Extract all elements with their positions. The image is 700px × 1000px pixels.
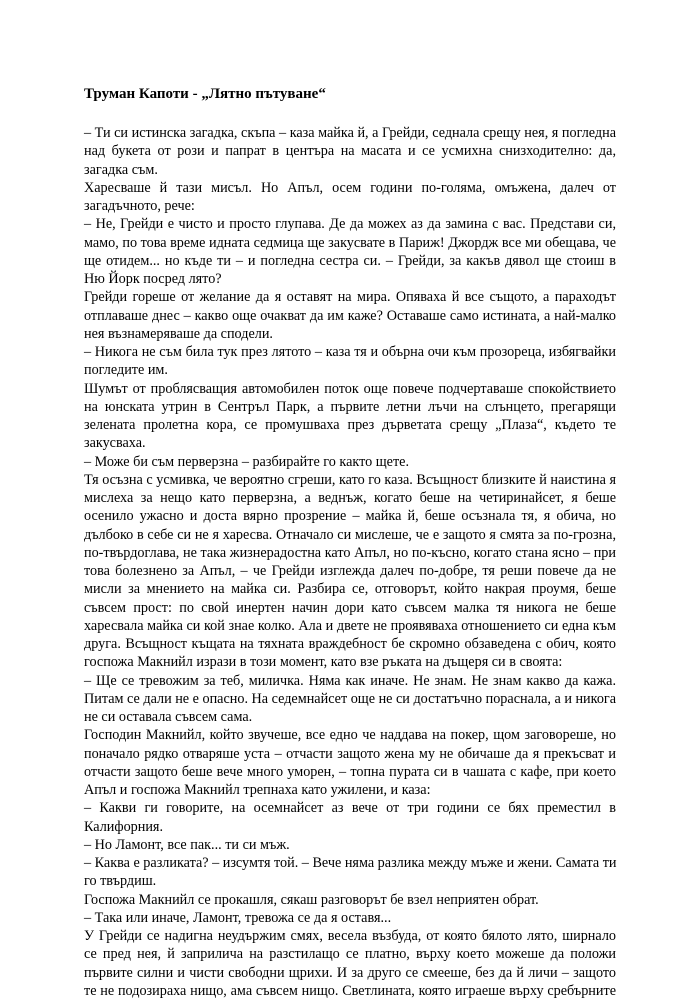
text-line: – Може би съм перверзна – разбирайте го както щете. — [84, 453, 410, 470]
text-line: мислеха за нещо като перверзна, а веднъж, когато беше на четиринайсет, я беше — [84, 490, 616, 506]
text-line: – Ти си истинска загадка, скъпа – каза майка й, а Грейди, седнала срещу нея, я погледна — [84, 125, 616, 141]
text-line: У Грейди се надигна неудържим смях, весела възбуда, от която бялото лято, ширнало — [84, 928, 616, 944]
text-line: отплаваше днес – какво още очакват да им каже? Оставаше само истината, а най-малко — [84, 307, 616, 324]
text-line: дълбоко в себе си не я харесва. Отначало си мислеше, че е защото я смята за по-грозна, — [84, 526, 616, 543]
text-line: Тя осъзна с усмивка, че вероятно сгреши, като го каза. Всъщност близките й наистина я — [84, 471, 616, 488]
text-line: съвсем прост: по свой инертен начин дори като съвсем малка тя никога не беше — [84, 599, 616, 616]
text-line: зелената пролетна кора, се промушваха през дърветата срещу „Плаза“, където те — [84, 417, 616, 433]
text-line: мисли за мнението на майка си. Разбира се, отговорът, който накрая проумя, беше — [84, 581, 616, 598]
text-line: – Ще се тревожим за теб, миличка. Няма как иначе. Не знам. Не знам какво да кажа. — [84, 672, 616, 689]
text-line: харесвала майка си кой знае колко. Ала и двете не проявяваха отношението си една към — [84, 617, 616, 634]
text-line: госпожа Макнийл изрази в този момент, като взе ръката на дъщеря си в своята: — [84, 654, 563, 671]
text-line: загадъчното, рече: — [84, 198, 195, 214]
text-line: това болезнено за Апъл, – че Грейди изглежда далеч по-добре, тя реши повече да не — [84, 563, 616, 579]
text-line: загадка съм. — [84, 161, 158, 178]
text-line: нея възнамеряваше да сподели. — [84, 325, 273, 342]
text-line: на юнската утрин в Сентръл Парк, а първите летни лъчи на слънцето, прегарящи — [84, 398, 616, 415]
text-line: отчасти защото беше вече много уморен, – топна пурата си в чашата с кафе, при което — [84, 763, 616, 780]
text-line: мамо, по това време идната седмица ще закусвате в Париж! Джордж все ми обещава, че — [84, 234, 616, 251]
text-line: Харесваше й тази мисъл. Но Апъл, осем години по-голяма, омъжена, далеч от — [84, 179, 616, 196]
text-line: не си оставала съвсем сама. — [84, 709, 253, 725]
text-line: първите силни и чисти свободни щрихи. И за друго се смееше, без да й личи – защото — [84, 964, 616, 981]
text-line: го твърдиш. — [84, 873, 157, 890]
text-line: по-твърдоглава, не така жизнерадостна като Апъл, но по-късно, когато стана ясно – при — [84, 544, 616, 561]
text-line: – Каква е разликата? – изсумтя той. – Вече няма разлика между мъже и жени. Самата ти — [84, 855, 617, 871]
text-line: Шумът от проблясващия автомобилен поток още повече подчертаваше спокойствието — [84, 380, 616, 397]
text-line: Ню Йорк посред лято? — [84, 271, 222, 287]
text-line: Господин Макнийл, който звучеше, все едно че наддава на покер, щом заговореше, но — [84, 727, 616, 744]
text-line: – Така или иначе, Ламонт, тревожа се да я оставя... — [84, 909, 392, 926]
text-line: друга. Всъщност къщата на тяхната враждебност бе скромно обзаведена с обич, която — [84, 636, 616, 652]
text-line: Апъл и госпожа Макнийл трепнаха като ужилени, и каза: — [84, 782, 431, 798]
text-line: ще отидем... но къде ти – и погледна сестра си. – Грейди, за какъв дявол ще стоиш в — [84, 252, 616, 269]
text-line: над букета от рози и папрат в центъра на масата и се усмихна снизходително: да, — [84, 143, 616, 160]
text-line: – Но Ламонт, все пак... ти си мъж. — [84, 836, 290, 853]
text-line: те не подозираха нищо, ама съвсем нищо. Светлината, която играеше върху сребърните — [84, 982, 616, 999]
text-line: Госпожа Макнийл се прокашля, сякаш разговорът бе взел неприятен обрат. — [84, 891, 539, 908]
text-line: се пред нея, й заприлича на разстилащо се платно, върху което можеше да положи — [84, 946, 616, 963]
text-line: осенило ужасно и доста вярно прозрение – майка й, беше осъзнала тя, я обича, но — [84, 508, 616, 525]
text-line: Питам се дали не е опасно. На седемнайсет още не си достатъчно пораснала, а и никога — [84, 690, 617, 707]
text-line: Калифорния. — [84, 818, 164, 835]
text-line: Грейди гореше от желание да я оставят на мира. Опяваха й все същото, а параходът — [84, 289, 616, 306]
text-line: поначало рядко отваряше уста – отчасти защото жена му не обичаше да я прекъсват и — [84, 745, 616, 762]
text-line: – Какви ги говорите, на осемнайсет аз вече от три години се бях преместил в — [84, 800, 616, 817]
story-text — [84, 124, 616, 1000]
text-line: погледите им. — [84, 362, 168, 379]
text-line: – Никога не съм била тук през лятото – каза тя и обърна очи към прозореца, избягвайки — [84, 344, 616, 360]
text-line: – Не, Грейди е чисто и просто глупава. Де да можех аз да замина с вас. Представи си, — [84, 216, 616, 233]
text-line: закусваха. — [84, 435, 146, 452]
document-title: Труман Капоти - „Лятно пътуване“ — [84, 86, 326, 102]
